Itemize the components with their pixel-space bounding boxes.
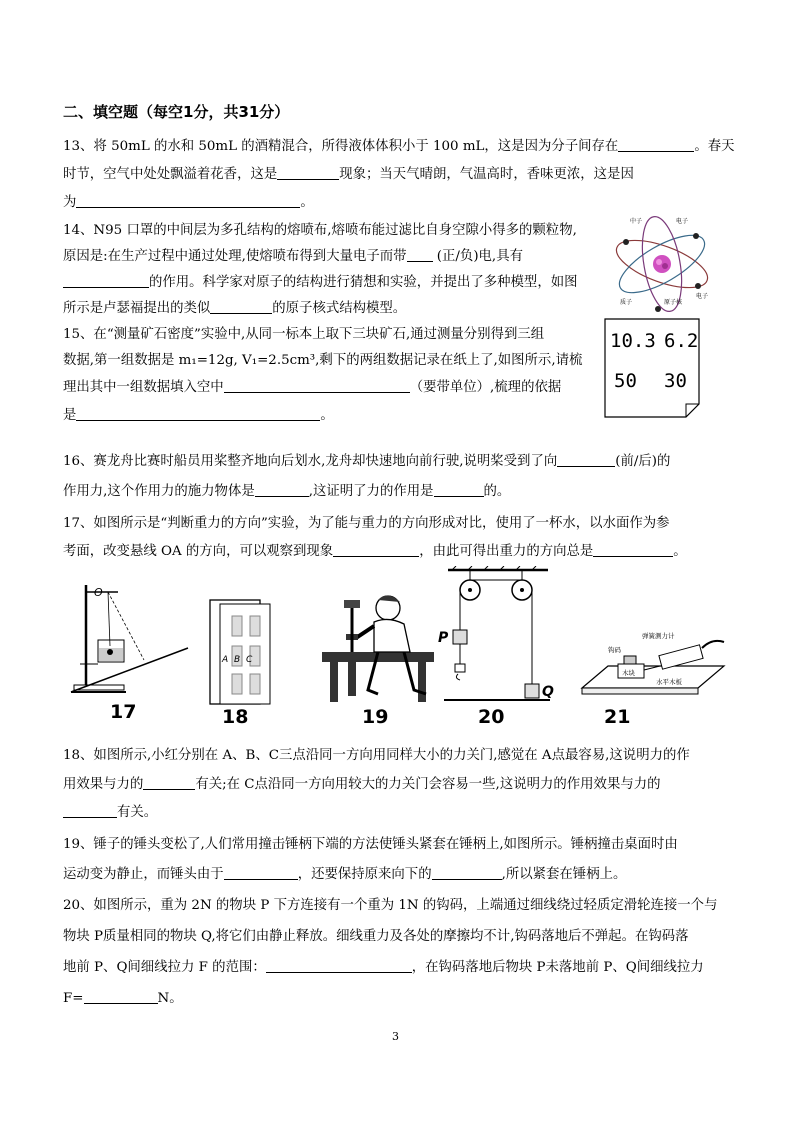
point-label: A (222, 655, 229, 665)
answer-blank[interactable] (333, 543, 419, 557)
answer-blank[interactable] (266, 959, 412, 973)
q13-line1 (63, 135, 734, 154)
note-value: 10.3 (610, 330, 656, 352)
q20-line3 (63, 956, 704, 975)
text: 现象；当天气晴朗，气温高时，香味更浓，这是因 (339, 167, 634, 182)
block-label: Q (542, 684, 554, 700)
q15-line4 (63, 404, 334, 423)
q17-line1: 17、如图所示是“判断重力的方向”实验，为了能与重力的方向形成对比，使用了一杯水，以水面作为参 (63, 516, 670, 531)
block-q (525, 684, 539, 698)
q13-line2 (63, 163, 634, 182)
figure-number: 19 (362, 706, 389, 728)
text: 。 (673, 544, 687, 559)
answer-blank[interactable] (593, 543, 673, 557)
figure-21-spring-scale (578, 628, 728, 704)
text: 考面，改变悬线 OA 的方向，可以观察到现象 (63, 544, 334, 559)
electron-dot (623, 239, 629, 245)
answer-blank[interactable] (76, 194, 300, 208)
section-title: 二、填空题（每空1分，共31分） (63, 103, 290, 121)
q20-line1: 20、如图所示，重为 2N 的物块 P 下方连接有一个重为 1N 的钩码，上端通过细线绕过轻质定滑轮连接一个与 (63, 898, 718, 913)
note-value: 50 (614, 370, 637, 392)
block-p (453, 630, 467, 644)
note-value: 30 (664, 370, 687, 392)
text: 用效果与力的 (63, 777, 144, 792)
answer-blank[interactable] (63, 274, 149, 288)
electron-dot (693, 233, 699, 239)
text: 原因是:在生产过程中通过处理,使熔喷布得到大量电子而带 (63, 249, 407, 264)
text: F= (63, 991, 84, 1006)
figure-label: 钩码 (608, 646, 621, 654)
text: 地前 P、Q间细线拉力 F 的范围： (63, 960, 266, 975)
q18-line1: 18、如图所示,小红分别在 A、B、C三点沿同一方向用同样大小的力关门,感觉在 A点最容易,这说明力的作 (63, 748, 690, 763)
text: 作用力,这个作用力的施力物体是 (63, 484, 255, 499)
text: 的。 (483, 484, 511, 499)
figure-20-pulleys (438, 566, 554, 706)
answer-blank[interactable] (407, 248, 433, 262)
electron-dot (655, 306, 661, 312)
answer-blank[interactable] (557, 453, 615, 467)
text: (前/后)的 (615, 454, 671, 469)
text: 为 (63, 195, 77, 210)
data-note-paper (604, 318, 700, 418)
point-label: B (234, 655, 241, 665)
q15-line1: 15、在“测量矿石密度”实验中,从同一标本上取下三块矿石,通过测量分别得到三组 (63, 327, 545, 342)
text: ，由此可得出重力的方向总是 (419, 544, 594, 559)
answer-blank[interactable] (432, 866, 502, 880)
atom-label: 原子核 (664, 299, 683, 306)
q18-line2 (63, 773, 661, 792)
figure-number: 20 (478, 706, 505, 728)
text: 有关;在 C点沿同一方向用较大的力关门会容易一些,这说明力的作用效果与力的 (195, 777, 661, 792)
text: 理出其中一组数据填入空中 (63, 380, 224, 395)
atom-label: 电子 (696, 293, 709, 300)
text: 运动变为静止，而锤头由于 (63, 867, 224, 882)
answer-blank[interactable] (76, 407, 320, 421)
q15-line3 (63, 376, 561, 395)
atom-label: 中子 (630, 218, 643, 225)
answer-blank[interactable] (224, 866, 298, 880)
figure-label: 弹簧测力计 (642, 632, 675, 640)
answer-blank[interactable] (143, 776, 195, 790)
figure-17-gravity-direction (66, 580, 196, 705)
answer-blank[interactable] (224, 379, 410, 393)
figure-number: 21 (604, 706, 631, 728)
answer-blank[interactable] (84, 990, 158, 1004)
text: 13、将 50mL 的水和 50mL 的酒精混合，所得液体体积小于 100 mL，这是因为分子间存在 (63, 139, 619, 154)
text: 有关。 (117, 805, 158, 820)
page-number: 3 (392, 1030, 399, 1043)
q18-line3 (63, 801, 157, 820)
q20-line2: 物块 P质量相同的物块 Q,将它们由静止释放。细线重力及各处的摩擦均不计,钩码落地后不弹起。在钩码落 (63, 929, 689, 944)
figure-18-door (206, 598, 274, 706)
atom-model-figure (608, 212, 716, 312)
text: ,所以紧套在锤柄上。 (501, 867, 627, 882)
answer-blank[interactable] (277, 166, 339, 180)
text: 所示是卢瑟福提出的类似 (63, 301, 211, 316)
q14-line1: 14、N95 口罩的中间层为多孔结构的熔喷布,熔喷布能过滤比自身空隙小得多的颗粒物, (63, 223, 577, 238)
point-label: O (94, 586, 103, 599)
q14-line3 (63, 271, 578, 290)
text: (正/负)电,具有 (432, 249, 523, 264)
text: 的作用。科学家对原子的结构进行猜想和实验，并提出了多种模型，如图 (149, 275, 578, 290)
text: 16、赛龙舟比赛时船员用桨整齐地向后划水,龙舟却快速地向前行驶,说明桨受到了向 (63, 454, 558, 469)
text: 。 (300, 195, 314, 210)
text: 时节，空气中处处飘溢着花香，这是 (63, 167, 278, 182)
q14-line2 (63, 245, 523, 264)
answer-blank[interactable] (618, 138, 694, 152)
answer-blank[interactable] (63, 804, 117, 818)
q20-line4 (63, 987, 183, 1006)
text: 。 (320, 408, 334, 423)
answer-blank[interactable] (210, 300, 272, 314)
answer-blank[interactable] (434, 483, 484, 497)
atom-label: 质子 (620, 299, 633, 306)
q16-line2 (63, 480, 510, 499)
text: ，还要保持原来向下的 (297, 867, 432, 882)
text: 的原子核式结构模型。 (272, 301, 407, 316)
figure-label: 水平木板 (656, 678, 682, 686)
q19-line2 (63, 863, 626, 882)
block-label: P (438, 630, 449, 646)
text: 是 (63, 408, 77, 423)
text: N。 (157, 991, 183, 1006)
figure-19-hammer-man (318, 590, 438, 708)
text: ，在钩码落地后物块 P未落地前 P、Q间细线拉力 (411, 960, 704, 975)
q19-line1: 19、锤子的锤头变松了,人们常用撞击锤柄下端的方法使锤头紧套在锤柄上,如图所示。锤柄撞击桌面时由 (63, 837, 678, 852)
text: ,这证明了力的作用是 (308, 484, 434, 499)
figure-number: 18 (222, 706, 249, 728)
note-value: 6.2 (664, 330, 699, 352)
q15-line2: 数据,第一组数据是 m₁=12g, V₁=2.5cm³,剩下的两组数据记录在纸上了,如图所示,请梳 (63, 353, 583, 368)
answer-blank[interactable] (255, 483, 309, 497)
point-label: C (246, 655, 253, 665)
figure-label: 木块 (622, 669, 635, 677)
figure-number: 17 (110, 701, 137, 723)
q16-line1 (63, 450, 670, 469)
q14-line4 (63, 297, 406, 316)
q17-line2 (63, 540, 687, 559)
text: （要带单位）,梳理的依据 (409, 380, 562, 395)
text: 。春天 (694, 139, 735, 154)
atom-label: 电子 (676, 218, 689, 225)
electron-dot (695, 283, 701, 289)
nucleus (653, 255, 671, 273)
q13-line3 (63, 191, 314, 210)
